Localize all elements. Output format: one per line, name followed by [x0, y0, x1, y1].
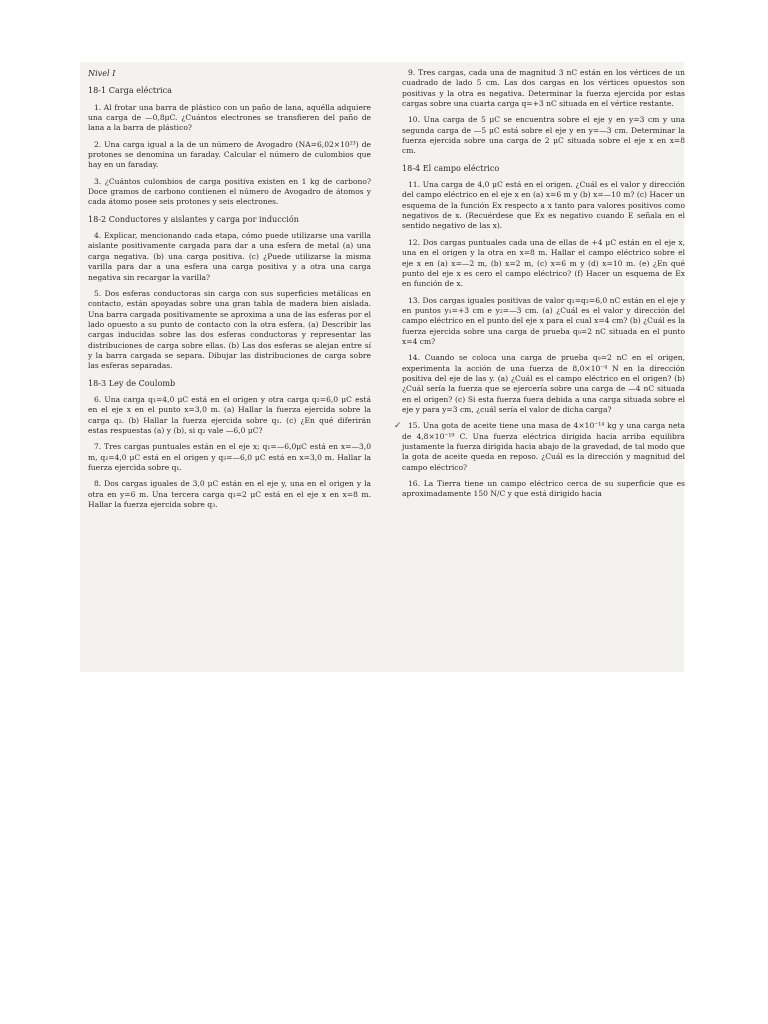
problem-14: 14. Cuando se coloca una carga de prueba q₀=2 nC en el origen, experimenta la acción de una fuerza de 8,0×10⁻⁴ N en la dirección positiva del eje de las y. (a) ¿Cuál es el campo eléctrico en el origen? (b) ¿Cuál sería la fuerza que se ejercería sobre una carga de —4 nC situada en el origen? (c) Si esta fuerza fuera debida a una carga situada sobre el eje y para y=3 cm, ¿cuál sería el valor de dicha carga?: [402, 353, 685, 414]
level-heading: Nivel I: [88, 68, 116, 78]
problem-5: 5. Dos esferas conductoras sin carga con sus superficies metálicas en contacto, están apoyadas sobre una gran tabla de madera bien aislada. Una barra cargada positivamente se aproxima a una de las esferas por el lado opuesto a su punto de contacto con la otra esfera. (a) Describir las cargas inducidas sobre las dos esferas conductoras y representar las distribuciones de carga sobre ellas. (b) Las dos esferas se alejan entre sí y la barra cargada se separa. Dibujar las distribuciones de carga sobre las esferas separadas.: [88, 288, 371, 371]
problem-9: 9. Tres cargas, cada una de magnitud 3 nC están en los vértices de un cuadrado de lado 5 cm. Las dos cargas en los vértices opuestos son positivas y la otra es negativa. Determinar la fuerza ejercida por estas cargas sobre una cuarta carga q=+3 nC situada en el vértice restante.: [402, 68, 685, 109]
section-heading-18-1: 18-1 Carga eléctrica: [88, 85, 172, 96]
problem-7: 7. Tres cargas puntuales están en el eje x; q₁=—6,0μC está en x=—3,0 m, q₂=4,0 μC está en el origen y q₃=—6,0 μC está en x=3,0 m. Hallar la fuerza ejercida sobre q₁.: [88, 442, 371, 472]
right-column: [394, 68, 685, 506]
scanned-page: [80, 62, 684, 672]
problem-13: 13. Dos cargas iguales positivas de valor q₁=q₂=6,0 nC están en el eje y en puntos y₁=+3 cm e y₂=—3 cm. (a) ¿Cuál es el valor y dirección del campo eléctrico en el punto del eje x para el cual x=4 cm? (b) ¿Cuál es la fuerza ejercida sobre una carga de prueba q₀=2 nC situada en el punto x=4 cm?: [402, 295, 685, 346]
problem-4: 4. Explicar, mencionando cada etapa, cómo puede utilizarse una varilla aislante positivamente cargada para dar a una esfera de metal (a) una carga negativa. (b) una carga positiva. (c) ¿Puede utilizarse la misma varilla para dar a una esfera una carga positiva y a otra una carga negativa sin recargar la varilla?: [88, 231, 371, 282]
problem-10: 10. Una carga de 5 μC se encuentra sobre el eje y en y=3 cm y una segunda carga de —5 μC está sobre el eje y en y=—3 cm. Determinar la fuerza ejercida sobre una carga de 2 μC situada sobre el eje x en x=8 cm.: [402, 115, 685, 156]
problem-2: 2. Una carga igual a la de un número de Avogadro (NA=6,02×10²³) de protones se denomina un faraday. Calcular el número de culombios que hay en un faraday.: [88, 139, 371, 170]
problem-3: 3. ¿Cuántos culombios de carga positiva existen en 1 kg de carbono? Doce gramos de carbono contienen el número de Avogadro de átomos y cada átomo posee seis protones y seis electrones.: [88, 176, 371, 207]
problem-12: 12. Dos cargas puntuales cada una de ellas de +4 μC están en el eje x, una en el origen y la otra en x=8 m. Hallar el campo eléctrico sobre el eje x en (a) x=—2 m, (b) x=2 m, (c) x=6 m y (d) x=10 m. (e) ¿En qué punto del eje x es cero el campo eléctrico? (f) Hacer un esquema de Ex en función de x.: [402, 237, 685, 289]
problem-15: 15. Una gota de aceite tiene una masa de 4×10⁻¹⁴ kg y una carga neta de 4,8×10⁻¹⁹ C. Una fuerza eléctrica dirigida hacia arriba equilibra justamente la fuerza dirigida hacia abajo de la gravedad, de tal modo que la gota de aceite queda en reposo. ¿Cuál es la dirección y magnitud del campo eléctrico?: [402, 421, 685, 472]
left-column: [88, 68, 371, 516]
section-heading-18-2: 18-2 Conductores y aislantes y carga por inducción: [88, 213, 299, 224]
problem-15-wrapper: [394, 421, 685, 473]
section-heading-18-4: 18-4 El campo eléctrico: [402, 162, 500, 173]
handwritten-check-icon: ✓: [394, 421, 402, 432]
problem-8: 8. Dos cargas iguales de 3,0 μC están en el eje y, una en el origen y la otra en y=6 m. Una tercera carga q₃=2 μC está en el eje x en x=8 m. Hallar la fuerza ejercida sobre q₃.: [88, 479, 371, 510]
problem-11: 11. Una carga de 4,0 μC está en el origen. ¿Cuál es el valor y dirección del campo eléctrico en el eje x en (a) x=6 m y (b) x=—10 m? (c) Hacer un esquema de la función Ex respecto a x tanto para valores positivos como negativos de x. (Recuérdese que Ex es negativo cuando E señala en el sentido negativo de las x).: [402, 180, 685, 231]
section-heading-18-3: 18-3 Ley de Coulomb: [88, 377, 176, 388]
problem-1: 1. Al frotar una barra de plástico con un paño de lana, aquélla adquiere una carga de —0,8μC. ¿Cuántos electrones se transfieren del paño de lana a la barra de plástico?: [88, 102, 371, 133]
problem-6: 6. Una carga q₁=4,0 μC está en el origen y otra carga q₂=6,0 μC está en el eje x en el punto x=3,0 m. (a) Hallar la fuerza ejercida sobre la carga q₂. (b) Hallar la fuerza ejercida sobre q₁. (c) ¿En qué diferirán estas respuestas (a) y (b), si q₂ vale —6,0 μC?: [88, 394, 371, 435]
problem-16: 16. La Tierra tiene un campo eléctrico cerca de su superficie que es aproximadamente 150 N/C y que está dirigido hacia: [402, 479, 685, 499]
